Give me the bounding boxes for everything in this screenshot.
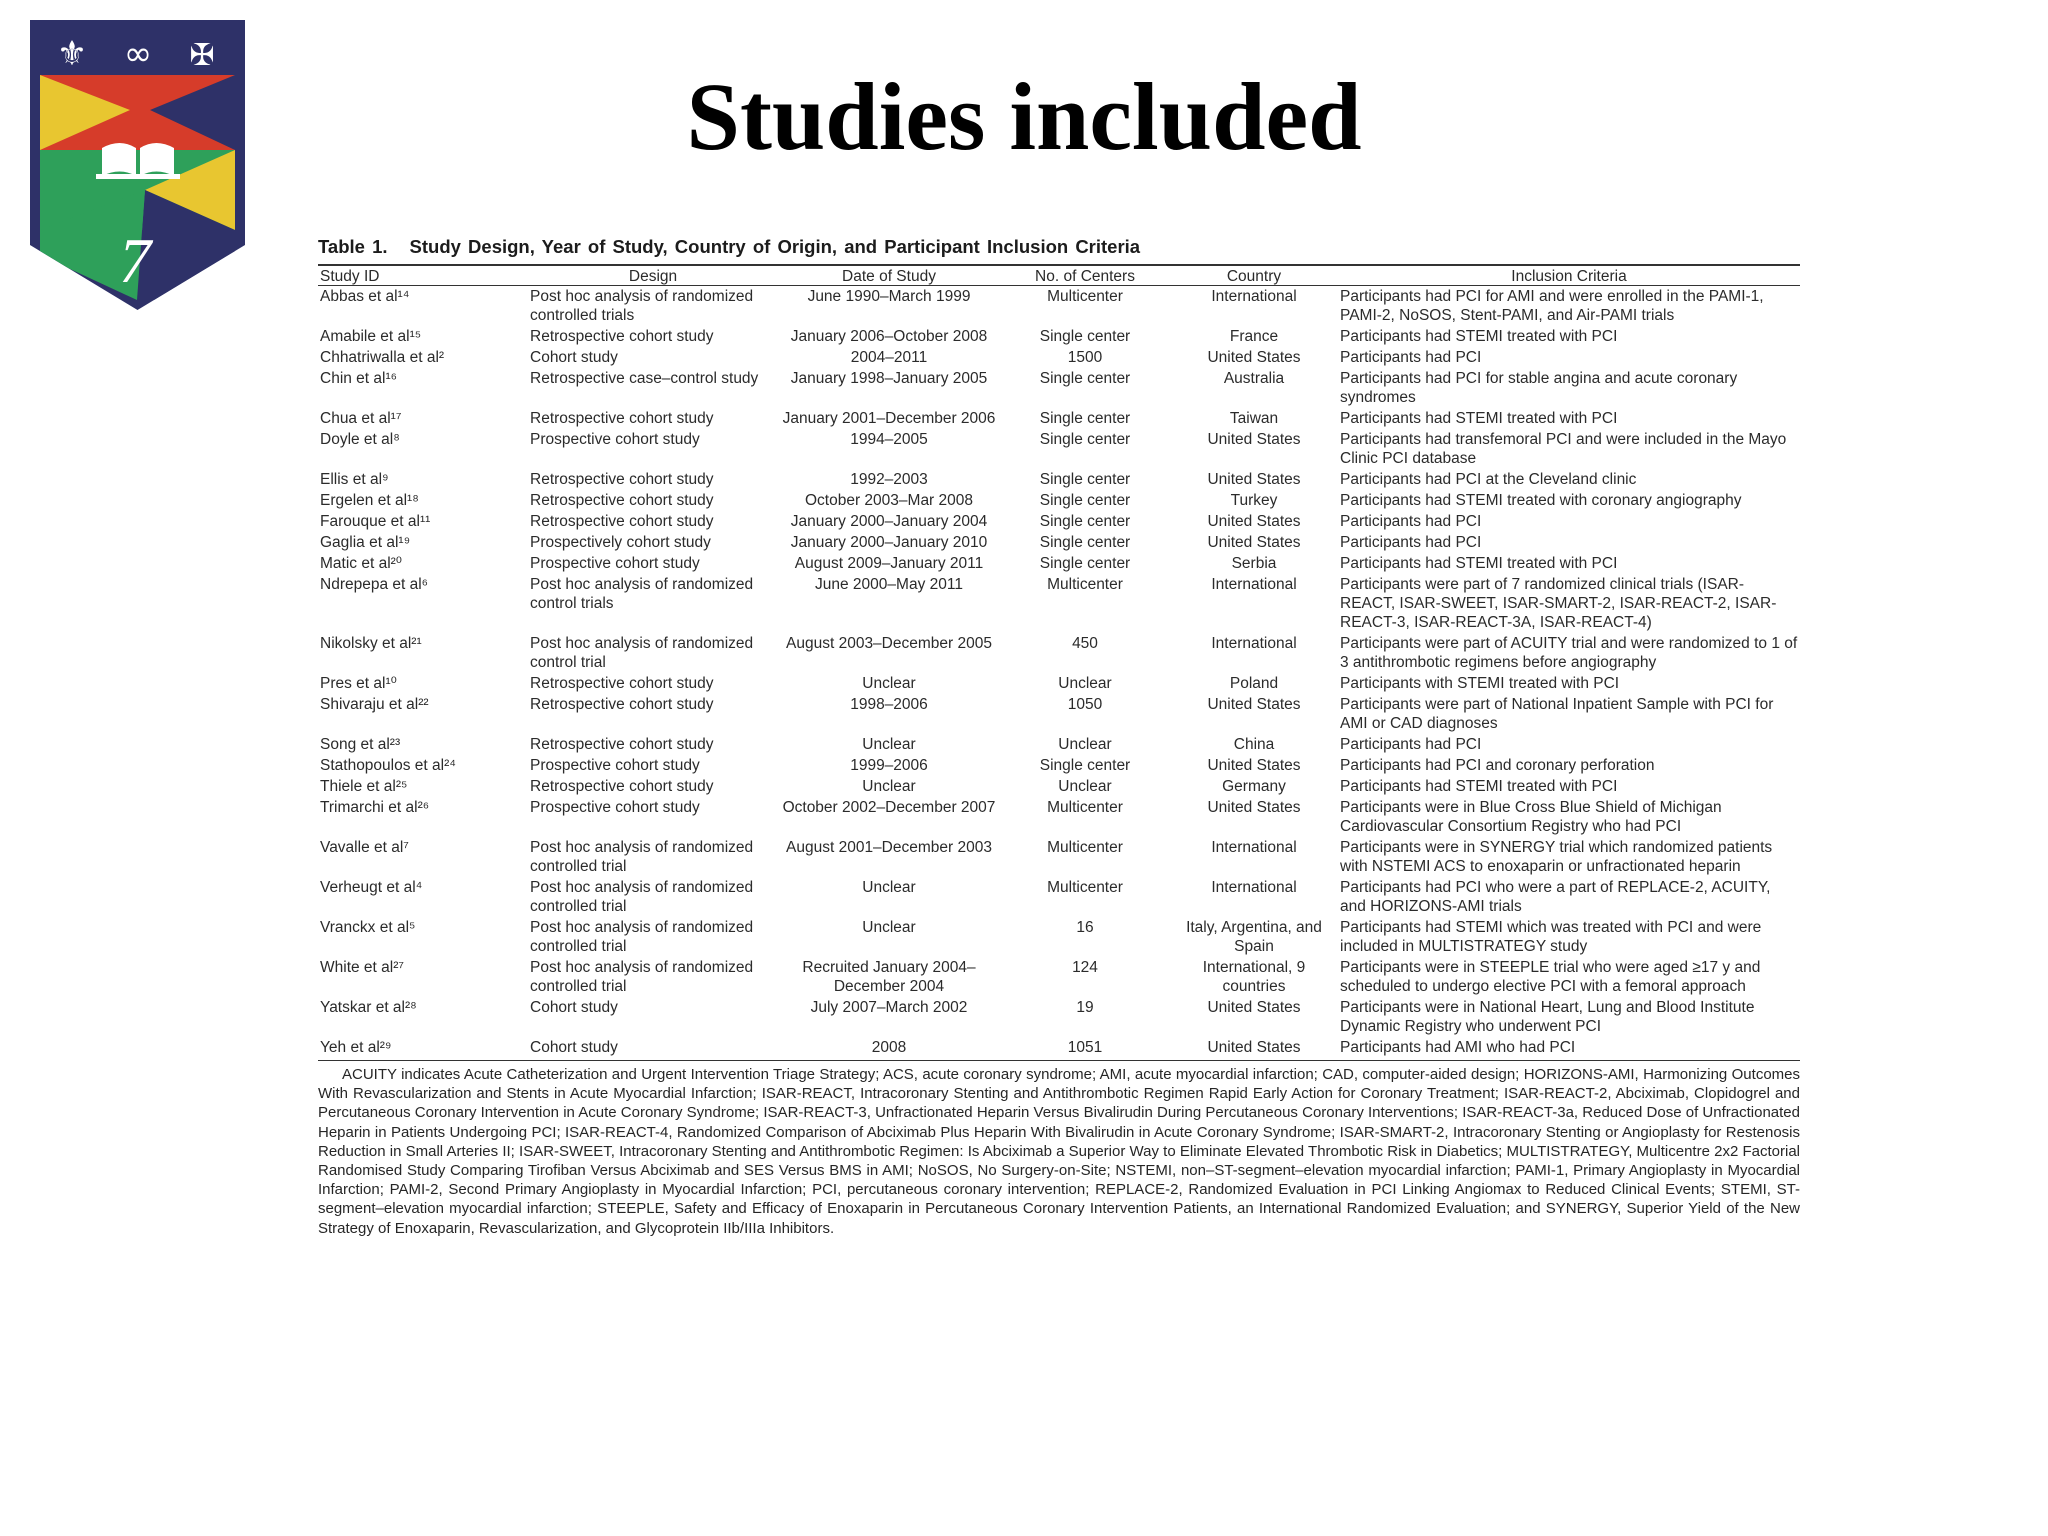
cell-design: Retrospective cohort study <box>530 675 714 692</box>
cell-inclusion-criteria: Participants had PCI <box>1340 513 1482 530</box>
cell-country: United States <box>1207 349 1301 366</box>
cell-inclusion-criteria: Participants with STEMI treated with PCI <box>1340 675 1620 692</box>
cell-centers: Multicenter <box>1047 799 1123 816</box>
cell-date: 2004–2011 <box>850 349 928 366</box>
cell-centers: 1050 <box>1067 696 1103 713</box>
cell-centers: Single center <box>1039 534 1131 551</box>
cell-date: January 2006–October 2008 <box>790 328 988 345</box>
cell-design: Retrospective cohort study <box>530 471 714 488</box>
cell-inclusion-criteria: Participants had PCI for stable angina and acute coronary syndromes <box>1340 370 1738 406</box>
table-row <box>318 469 1800 490</box>
cell-design: Prospective cohort study <box>530 799 700 816</box>
table-row <box>318 429 1800 469</box>
cell-country: International <box>1211 839 1297 856</box>
cell-centers: Single center <box>1039 513 1131 530</box>
cell-centers: Multicenter <box>1047 288 1123 305</box>
crest-numeral: 7 <box>119 225 151 296</box>
table-row <box>318 633 1800 673</box>
cell-study-id: Verheugt et al⁴ <box>320 879 423 896</box>
header-design: Design <box>528 265 778 286</box>
cell-country: Taiwan <box>1229 410 1279 427</box>
cell-inclusion-criteria: Participants had transfemoral PCI and were included in the Mayo Clinic PCI database <box>1340 431 1787 467</box>
table-label: Table 1. <box>318 236 388 257</box>
table-row <box>318 532 1800 553</box>
cell-inclusion-criteria: Participants had PCI for AMI and were enrolled in the PAMI-1, PAMI-2, NoSOS, Stent-PAMI, and Air-PAMI trials <box>1340 288 1764 324</box>
cell-date: 2008 <box>778 1037 1000 1061</box>
table-row <box>318 837 1800 877</box>
cell-country: United States <box>1207 431 1301 448</box>
cell-country: Australia <box>1223 370 1285 387</box>
cell-centers: 124 <box>1072 959 1098 976</box>
cell-design: Retrospective cohort study <box>530 696 714 713</box>
cell-centers: Single center <box>1039 370 1131 387</box>
cell-design: Cohort study <box>530 999 618 1016</box>
cell-centers: 450 <box>1072 635 1098 652</box>
cell-study-id: Nikolsky et al²¹ <box>320 635 422 652</box>
cell-country: International <box>1211 288 1297 305</box>
cell-date: Unclear <box>862 736 916 753</box>
cell-date: Unclear <box>862 778 916 795</box>
cell-study-id: White et al²⁷ <box>320 959 404 976</box>
cell-inclusion-criteria: Participants were in Blue Cross Blue Shield of Michigan Cardiovascular Consortium Registry who had PCI <box>1340 799 1722 835</box>
cell-study-id: Song et al²³ <box>320 736 401 753</box>
header-date: Date of Study <box>778 265 1000 286</box>
cell-country: United States <box>1207 471 1301 488</box>
cell-inclusion-criteria: Participants were in National Heart, Lung and Blood Institute Dynamic Registry who underwent PCI <box>1340 999 1755 1035</box>
cell-centers: Single center <box>1039 328 1131 345</box>
cell-design: Retrospective cohort study <box>530 778 714 795</box>
table-caption-text: Study Design, Year of Study, Country of Origin, and Participant Inclusion Criteria <box>409 236 1141 257</box>
cell-study-id: Matic et al²⁰ <box>320 555 403 572</box>
table-row <box>318 694 1800 734</box>
cell-country: Italy, Argentina, and Spain <box>1186 919 1322 955</box>
cell-country: United States <box>1207 799 1301 816</box>
cell-country: Turkey <box>1230 492 1278 509</box>
cell-design: Post hoc analysis of randomized controlled trial <box>530 959 754 995</box>
cell-design: Prospective cohort study <box>530 431 700 448</box>
cell-date: October 2003–Mar 2008 <box>804 492 974 509</box>
cell-date: January 2000–January 2010 <box>790 534 988 551</box>
cell-country: Serbia <box>1231 555 1277 572</box>
cell-inclusion-criteria: Participants had STEMI treated with PCI <box>1340 555 1618 572</box>
cell-inclusion-criteria: Participants were part of National Inpatient Sample with PCI for AMI or CAD diagnoses <box>1340 696 1774 732</box>
cell-centers: Unclear <box>1058 675 1112 692</box>
cell-design: Retrospective cohort study <box>530 410 714 427</box>
cell-date: August 2009–January 2011 <box>794 555 984 572</box>
cell-date: Recruited January 2004–December 2004 <box>802 959 976 995</box>
table-row <box>318 286 1800 327</box>
cell-country: United States <box>1207 513 1301 530</box>
cell-date: October 2002–December 2007 <box>782 799 996 816</box>
cell-country: United States <box>1207 534 1301 551</box>
cell-date: Unclear <box>862 675 916 692</box>
table-row <box>318 574 1800 633</box>
cell-inclusion-criteria: Participants had STEMI which was treated with PCI and were included in MULTISTRATEGY study <box>1340 919 1762 955</box>
cell-country: China <box>1233 736 1275 753</box>
cell-date: August 2001–December 2003 <box>786 839 992 856</box>
cell-study-id: Amabile et al¹⁵ <box>320 328 422 345</box>
cell-design: Cohort study <box>530 349 618 366</box>
cell-design: Prospectively cohort study <box>530 534 711 551</box>
cell-design: Post hoc analysis of randomized controlled trials <box>530 288 754 324</box>
cell-inclusion-criteria: Participants had STEMI treated with PCI <box>1340 328 1618 345</box>
cell-study-id: Thiele et al²⁵ <box>320 778 408 795</box>
cell-study-id: Chua et al¹⁷ <box>320 410 402 427</box>
cell-centers: Multicenter <box>1047 839 1123 856</box>
cell-study-id: Farouque et al¹¹ <box>320 513 431 530</box>
cell-design: Post hoc analysis of randomized control trial <box>530 635 754 671</box>
cell-centers: Unclear <box>1058 778 1112 795</box>
table-row <box>318 553 1800 574</box>
slide-title: Studies included <box>686 63 1362 170</box>
table-header-row <box>318 265 1800 286</box>
table-body <box>318 286 1800 1061</box>
cell-country: International <box>1211 879 1297 896</box>
header-country: Country <box>1170 265 1338 286</box>
table-row <box>318 755 1800 776</box>
cell-inclusion-criteria: Participants had PCI <box>1340 736 1482 753</box>
cell-study-id: Trimarchi et al²⁶ <box>320 799 430 816</box>
cell-centers: 19 <box>1076 999 1094 1016</box>
table-footnote: ACUITY indicates Acute Catheterization and Urgent Intervention Triage Strategy; ACS, acute coronary syndrome; AMI, acute myocardial infarction; CAD, computer-aided design; HORIZONS-AMI, Harmonizing Outcomes With Revascularization and Stents in Acute Myocardial Infarction; ISAR-REACT, Intracoronary Stenting and Antithrombotic Regimen Rapid Early Action for Coronary Treatment; ISAR-REACT-2, Abciximab, Clopidogrel and Percutaneous Coronary Intervention in Acute Coronary Syndrome; ISAR-REACT-3, Unfractionated Heparin Versus Bivalirudin During Percutaneous Coronary Interventions; ISAR-REACT-3a, Reduced Dose of Unfractionated Heparin in Patients Undergoing PCI; ISAR-REACT-4, Randomized Comparison of Abciximab Plus Heparin With Bivalirudin in Acute Coronary Syndrome; ISAR-SMART-2, Intracoronary Stenting or Angioplasty for Restenosis Reduction in Small Arteries II; ISAR-SWEET, Intracoronary Stenting and Antithrombotic Regimen: Is Abciximab a Superior Way to Eliminate Elevated Thrombotic Risk in Diabetics; MULTISTRATEGY, Multicentre 2x2 Factorial Randomised Study Comparing Tirofiban Versus Abciximab and SES Versus BMS in AMI; NoSOS, No Surgery-on-Site; NSTEMI, non–ST-segment–elevation myocardial infarction; PAMI-1, Primary Angioplasty in Myocardial Infarction; PAMI-2, Second Primary Angioplasty in Myocardial Infarction; PCI, percutaneous coronary intervention; REPLACE-2, Randomized Evaluation in PCI Linking Angiomax to Reduced Clinical Events; STEMI, ST-segment–elevation myocardial infarction; STEEPLE, Safety and Efficacy of Enoxaparin in Percutaneous Coronary Intervention Patients, an International Randomized Evaluation; and SYNERGY, Superior Yield of the New Strategy of Enoxaparin, Revascularization, and Glycoprotein IIb/IIIa Inhibitors. <box>318 1066 1800 1237</box>
cell-study-id: Vranckx et al⁵ <box>320 919 416 936</box>
table-row <box>318 776 1800 797</box>
table-row <box>318 347 1800 368</box>
table-row <box>318 1037 1800 1061</box>
cell-design: Retrospective cohort study <box>530 736 714 753</box>
cell-design: Retrospective cohort study <box>530 513 714 530</box>
cell-date: 1992–2003 <box>850 471 928 488</box>
cell-centers: 1500 <box>1067 349 1103 366</box>
cell-country: France <box>1229 328 1279 345</box>
cell-study-id: Chhatriwalla et al² <box>320 349 445 366</box>
cell-date: June 2000–May 2011 <box>815 576 963 593</box>
table-row <box>318 408 1800 429</box>
table-row <box>318 734 1800 755</box>
cell-centers: Single center <box>1039 492 1131 509</box>
cell-inclusion-criteria: Participants were part of ACUITY trial and were randomized to 1 of 3 antithrombotic regimens before angiography <box>1340 635 1798 671</box>
study-table-figure <box>318 236 1800 1238</box>
cell-country: International <box>1211 576 1297 593</box>
cell-study-id: Yatskar et al²⁸ <box>320 999 417 1016</box>
table-row <box>318 997 1800 1037</box>
header-study-id: Study ID <box>318 265 528 286</box>
cell-centers: Multicenter <box>1047 576 1123 593</box>
header-inclusion-criteria: Inclusion Criteria <box>1338 265 1800 286</box>
cell-inclusion-criteria: Participants had PCI at the Cleveland clinic <box>1340 471 1637 488</box>
table-row <box>318 877 1800 917</box>
studies-table <box>318 264 1800 1061</box>
cell-design: Retrospective case–control study <box>530 370 759 387</box>
cell-inclusion-criteria: Participants had PCI <box>1340 534 1482 551</box>
table-row <box>318 368 1800 408</box>
table-row <box>318 917 1800 957</box>
cell-design: Post hoc analysis of randomized controlled trial <box>530 879 754 915</box>
cell-date: 1999–2006 <box>850 757 928 774</box>
table-caption <box>318 236 1800 258</box>
cell-country: International <box>1211 635 1297 652</box>
cell-study-id: Ndrepepa et al⁶ <box>320 576 429 593</box>
cell-study-id: Abbas et al¹⁴ <box>320 288 410 305</box>
cell-study-id: Shivaraju et al²² <box>320 696 429 713</box>
cell-design: Prospective cohort study <box>530 555 700 572</box>
cell-design: Post hoc analysis of randomized controlled trial <box>530 839 754 875</box>
cell-centers: Single center <box>1039 431 1131 448</box>
cell-country: Germany <box>1222 778 1286 795</box>
cell-date: 1998–2006 <box>850 696 928 713</box>
cell-inclusion-criteria: Participants had AMI who had PCI <box>1338 1037 1800 1061</box>
cell-study-id: Ellis et al⁹ <box>320 471 389 488</box>
cell-date: 1994–2005 <box>850 431 928 448</box>
cell-design: Post hoc analysis of randomized control trials <box>530 576 754 612</box>
cell-inclusion-criteria: Participants had PCI <box>1340 349 1482 366</box>
cell-inclusion-criteria: Participants had PCI and coronary perforation <box>1340 757 1655 774</box>
table-row <box>318 490 1800 511</box>
table-row <box>318 957 1800 997</box>
cell-country: United States <box>1207 757 1301 774</box>
table-row <box>318 511 1800 532</box>
header-centers: No. of Centers <box>1000 265 1170 286</box>
cell-design: Cohort study <box>528 1037 778 1061</box>
cell-study-id: Stathopoulos et al²⁴ <box>320 757 456 774</box>
cell-design: Post hoc analysis of randomized controlled trial <box>530 919 754 955</box>
cell-study-id: Ergelen et al¹⁸ <box>320 492 419 509</box>
cell-centers: Multicenter <box>1047 879 1123 896</box>
cell-date: July 2007–March 2002 <box>810 999 968 1016</box>
cell-date: January 1998–January 2005 <box>790 370 988 387</box>
cell-inclusion-criteria: Participants had STEMI treated with coronary angiography <box>1340 492 1742 509</box>
cell-study-id: Doyle et al⁸ <box>320 431 400 448</box>
cell-date: January 2001–December 2006 <box>782 410 996 427</box>
table-row <box>318 797 1800 837</box>
cell-country: Poland <box>1229 675 1279 692</box>
cell-date: Unclear <box>862 919 916 936</box>
cell-date: Unclear <box>862 879 916 896</box>
cell-study-id: Yeh et al²⁹ <box>318 1037 528 1061</box>
table-row <box>318 326 1800 347</box>
cell-centers: Single center <box>1039 757 1131 774</box>
cross-pattern-icon: ✠ <box>189 38 215 73</box>
cell-study-id: Vavalle et al⁷ <box>320 839 409 856</box>
cell-inclusion-criteria: Participants had PCI who were a part of REPLACE-2, ACUITY, and HORIZONS-AMI trials <box>1340 879 1771 915</box>
cell-design: Prospective cohort study <box>530 757 700 774</box>
cell-centers: 16 <box>1076 919 1094 936</box>
cell-design: Retrospective cohort study <box>530 328 714 345</box>
cell-country: United States <box>1207 999 1301 1016</box>
cell-centers: Single center <box>1039 555 1131 572</box>
cell-date: January 2000–January 2004 <box>790 513 988 530</box>
cell-centers: Single center <box>1039 410 1131 427</box>
cell-inclusion-criteria: Participants were in STEEPLE trial who were aged ≥17 y and scheduled to undergo elective PCI with a femoral approach <box>1340 959 1761 995</box>
cell-study-id: Gaglia et al¹⁹ <box>320 534 411 551</box>
cell-centers: 1051 <box>1000 1037 1170 1061</box>
cell-country: International, 9 countries <box>1202 959 1306 995</box>
table-row <box>318 673 1800 694</box>
cell-study-id: Chin et al¹⁶ <box>320 370 398 387</box>
cell-date: August 2003–December 2005 <box>786 635 992 652</box>
cell-inclusion-criteria: Participants were in SYNERGY trial which randomized patients with NSTEMI ACS to enoxaparin or unfractionated heparin <box>1340 839 1773 875</box>
cell-centers: Unclear <box>1058 736 1112 753</box>
fleur-de-lis-icon: ⚜ <box>56 34 88 74</box>
cell-inclusion-criteria: Participants were part of 7 randomized clinical trials (ISAR-REACT, ISAR-SWEET, ISAR-SMART-2, ISAR-REACT-2, ISAR-REACT-3, ISAR-REACT-3A, ISAR-REACT-4) <box>1340 576 1777 631</box>
knot-icon: ∞ <box>123 34 153 74</box>
cell-inclusion-criteria: Participants had STEMI treated with PCI <box>1340 778 1618 795</box>
cell-inclusion-criteria: Participants had STEMI treated with PCI <box>1340 410 1618 427</box>
cell-centers: Single center <box>1039 471 1131 488</box>
cell-country: United States <box>1207 696 1301 713</box>
cell-country: United States <box>1170 1037 1338 1061</box>
cell-study-id: Pres et al¹⁰ <box>320 675 397 692</box>
cell-date: June 1990–March 1999 <box>807 288 971 305</box>
cell-design: Retrospective cohort study <box>530 492 714 509</box>
